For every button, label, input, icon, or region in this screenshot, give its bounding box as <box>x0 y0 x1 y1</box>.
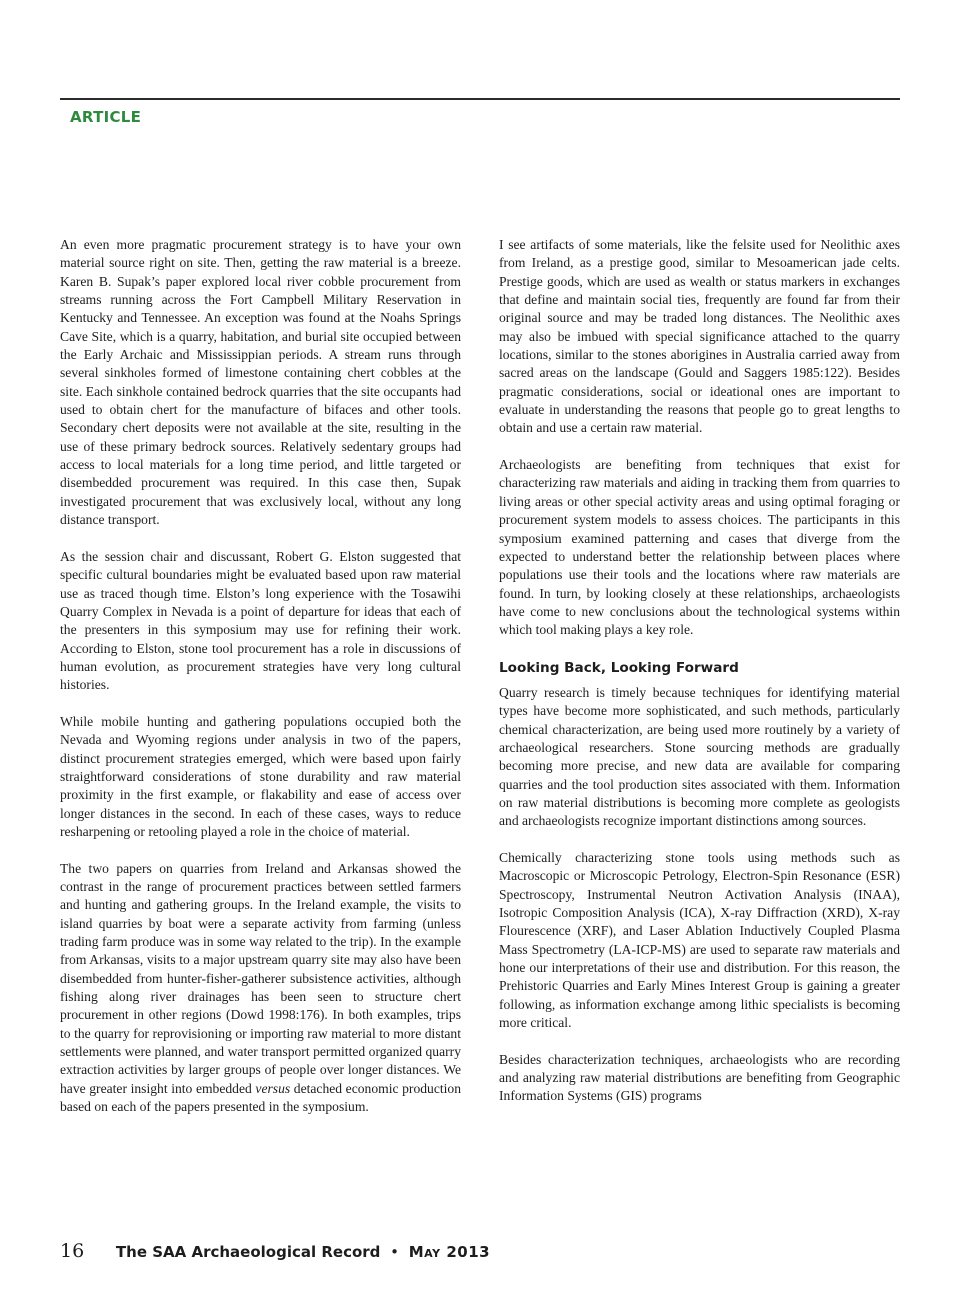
right-column <box>499 236 900 1106</box>
page-footer <box>60 1240 490 1262</box>
section-label: ARTICLE <box>70 108 142 126</box>
right-paragraph-4: Chemically characterizing stone tools using methods such as Macroscopic or Microscopic Petrology, Electron-Spin Resonance (ESR) Spectroscopy, Instrumental Neutron Activation Analysis (INAA), Isotropic Composition Analysis (ICA), X-ray Diffraction (XRD), X-ray Flourescence (XRF), and Laser Ablation Inductively Coupled Plasma Mass Spectrometry (LA-ICP-MS) are used to separate raw materials and hone our interpretations of their use and distribution. For this reason, the Prehistoric Quarries and Early Mines Interest Group is gaining a greater following, as information exchange among lithic specialists is becoming more critical. <box>499 850 900 1031</box>
page-number: 16 <box>60 1240 85 1262</box>
right-paragraph-5: Besides characterization techniques, archaeologists who are recording and analyzing raw material distributions are benefiting from Geographic Information Systems (GIS) programs <box>499 1051 900 1104</box>
left-paragraph-4 <box>60 860 461 1117</box>
left-paragraph-2: As the session chair and discussant, Robert G. Elston suggested that specific cultural boundaries might be evaluated based upon raw material use as traced though time. Elston’s long experience with the Tosawihi Quarry Complex in Nevada is a point of departure for ideas that each of the presenters in this symposium may use for refining their work. According to Elston, stone tool procurement has a role in discussions of human evolution, as procurement strategies have very long cultural histories. <box>60 548 461 693</box>
left-paragraph-3: While mobile hunting and gathering populations occupied both the Nevada and Wyoming regions under analysis in two of the papers, distinct procurement strategies emerged, which were based upon fairly straightforward considerations of stone durability and raw material proximity in the first example, or flakability and ease of access over longer distances in the second. In each of these cases, ways to reduce resharpening or retooling played a role in the choice of material. <box>60 713 461 839</box>
right-paragraph-3: Quarry research is timely because techniques for identifying material types have become more sophisticated, and such methods, particularly chemical characterization, are being used more routinely by a variety of archaeological researchers. Stone sourcing methods are gradually becoming more precise, and new data are available for comparing quarries and the tool production sites associated with them. Information on raw material distributions is becoming more complete as geologists and archaeologists recognize important distinctions among sources. <box>499 684 900 829</box>
section-heading: Looking Back, Looking Forward <box>499 659 739 676</box>
left-paragraph-4-part-2: detached economic production based on each of the papers presented in the symposium. <box>60 1080 462 1115</box>
journal-title: The SAA Archaeological Record <box>115 1243 381 1261</box>
footer-bullet: • <box>390 1243 400 1261</box>
left-paragraph-4-part-1: The two papers on quarries from Ireland and Arkansas showed the contrast in the range of procurement practices between settled farmers and hunting and gathering groups. In the Ireland example, the visits to island quarries by boat were a separate activity from farming (unless trading farm produce was in some way related to the trip). In the example from Arkansas, visits to a major upstream quarry site may also have been disembedded from hunter-fisher-gatherer subsistence activities, although fishing along river drainages has been seen to structure chert procurement in other regions (Dowd 1998:176). In both examples, trips to the quarry for reprovisioning or importing raw material to more distant settlements were planned, and water transport permitted organized quarry extraction activities by larger groups of people over longer distances. We have greater insight into embedded <box>60 860 461 1096</box>
header-rule <box>60 98 900 100</box>
right-paragraph-2: Archaeologists are benefiting from techniques that exist for characterizing raw materials and aiding in tracking them from quarries to living areas or other special activity areas and using optimal foraging or procurement system models to assess choices. The participants in this symposium examined patterning and cases that diverge from the expected to understand better the relationship between places where populations use their tools and the locations where raw materials are found. In turn, by looking closely at these relationships, archaeologists have come to new conclusions about the technological systems within which tool making plays a key role. <box>499 457 900 638</box>
left-column <box>60 236 461 1117</box>
right-paragraph-1: I see artifacts of some materials, like the felsite used for Neolithic axes from Ireland, as a prestige good, similar to Mesoamerican jade celts. Prestige goods, which are used as wealth or status markers in exchanges that define and maintain social ties, frequently are found far from their original source and may be traded long distances. The Neolithic axes may also be imbued with special significance attached to the quarry locations, similar to the stones aborigines in Australia carried away from sacred areas on the landscape (Gould and Saggers 1985:122). Besides pragmatic considerations, social or ideational ones are important to evaluate in understanding the reasons that people go to great lengths to obtain and use a certain raw material. <box>499 237 900 436</box>
left-paragraph-4-italic: versus <box>255 1080 291 1096</box>
left-paragraph-1: An even more pragmatic procurement strategy is to have your own material source right on site. Then, getting the raw material is a breeze. Karen B. Supak’s paper explored local river cobble procurement from streams running across the Fort Campbell Military Reservation in Kentucky and Tennessee. An exception was found at the Noahs Springs Cave Site, which is a quarry, habitation, and burial site occupied between the Early Archaic and Mississippian periods. A stream runs through several sinkholes formed of limestone containing chert cobbles at the site. Each sinkhole contained bedrock quarries that the site occupants had used to obtain chert for the manufacture of bifaces and other tools. Secondary chert deposits were not available at the site, resulting in the use of these primary bedrock sources. Relatively sedentary groups had access to local materials for a long time period, and little targeted or disembedded procurement was required. In this case then, Supak investigated procurement that was exclusively local, without any long distance transport. <box>60 237 461 528</box>
issue-date: May 2013 <box>408 1243 491 1261</box>
